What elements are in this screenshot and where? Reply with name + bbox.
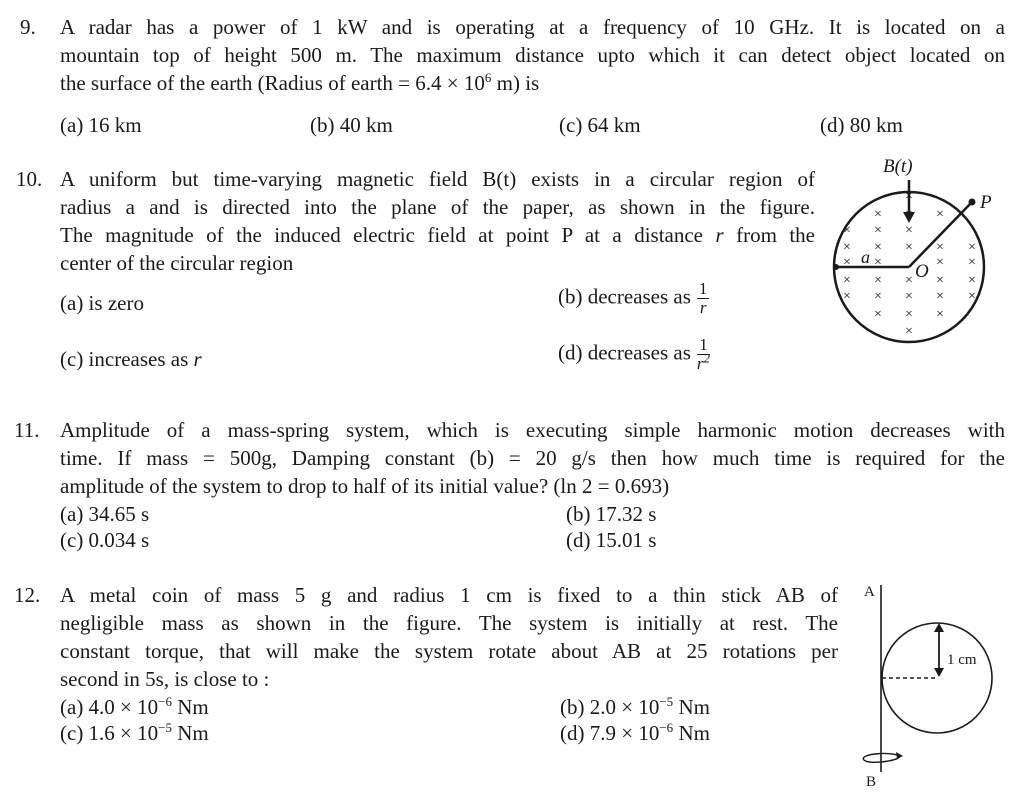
option-c[interactable]: (c) increases as r — [60, 347, 202, 371]
svg-text:×: × — [843, 240, 851, 255]
svg-text:×: × — [905, 289, 913, 304]
svg-text:×: × — [968, 273, 976, 288]
option-b[interactable]: (b) 17.32 s — [566, 502, 657, 526]
question-number: 11. — [14, 418, 40, 442]
svg-text:O: O — [915, 261, 929, 282]
option-a[interactable]: (a) is zero — [60, 291, 144, 315]
svg-text:×: × — [936, 240, 944, 255]
svg-text:B: B — [866, 774, 877, 790]
question-text-line: mountain top of height 500 m. The maximum distance upto which it can detect object located on — [60, 43, 1005, 67]
svg-text:P: P — [980, 192, 992, 213]
option-c[interactable]: (c) $1.6 \times 10^{-5}$ Nm — [60, 720, 209, 745]
svg-text:×: × — [843, 255, 851, 270]
svg-text:×: × — [968, 289, 976, 304]
question-text-line: Amplitude of a mass-spring system, which is executing simple harmonic motion decreases with — [60, 418, 1005, 442]
svg-text:×: × — [874, 273, 882, 288]
svg-text:×: × — [968, 255, 976, 270]
question-text-line: constant torque, that will make the system rotate about AB at 25 rotations per — [60, 639, 838, 663]
svg-text:1 cm: 1 cm — [947, 652, 977, 668]
question-9 — [0, 0, 1024, 140]
figure-title: B(t) — [883, 156, 913, 177]
option-d[interactable]: (d) 80 km — [820, 113, 903, 137]
svg-text:×: × — [936, 255, 944, 270]
question-text-line: A uniform but time-varying magnetic field B(t) exists in a circular region of — [60, 167, 815, 191]
option-a[interactable]: (a) $4.0 \times 10^{-6}$ Nm — [60, 694, 209, 719]
question-number: 10. — [16, 167, 43, 191]
question-text-line: time. If mass = 500g, Damping constant (b) = 20 g/s then how much time is required for the — [60, 446, 1005, 470]
question-11 — [0, 405, 1024, 565]
option-a[interactable]: (a) 16 km — [60, 113, 142, 137]
question-number: 12. — [14, 583, 41, 607]
option-c[interactable]: (c) 0.034 s — [60, 528, 150, 552]
svg-text:×: × — [905, 324, 913, 339]
svg-text:×: × — [843, 289, 851, 304]
svg-text:×: × — [905, 240, 913, 255]
question-text-line: The magnitude of the induced electric field at point P at a distance r from the — [60, 223, 816, 247]
option-b[interactable]: (b) decreases as $\frac{1}{r}$ — [558, 279, 708, 317]
svg-text:A: A — [864, 584, 875, 600]
fraction-one-over-r: $\frac{1}{r}$ — [698, 279, 708, 317]
question-text-line: amplitude of the system to drop to half of its initial value? (ln 2 = 0.693) — [60, 474, 670, 498]
svg-text:×: × — [905, 307, 913, 322]
option-b[interactable]: (b) 40 km — [310, 113, 393, 137]
coin-stick-figure — [840, 570, 1024, 807]
svg-text:×: × — [874, 289, 882, 304]
svg-text:a: a — [861, 247, 870, 267]
question-10 — [0, 150, 1024, 400]
option-d[interactable]: (d) decreases as $\frac{1}{r^2}$ — [558, 335, 711, 373]
question-text-line: the surface of the earth (Radius of earth = $6.4 \times 10^6$ m) is — [60, 70, 540, 95]
svg-text:×: × — [936, 273, 944, 288]
option-b[interactable]: (b) $2.0 \times 10^{-5}$ Nm — [560, 694, 710, 719]
svg-text:×: × — [968, 240, 976, 255]
svg-text:×: × — [874, 255, 882, 270]
question-text-line: second in 5s, is close to : — [60, 667, 270, 691]
question-number: 9. — [20, 15, 36, 39]
svg-text:×: × — [905, 223, 913, 238]
svg-text:×: × — [874, 307, 882, 322]
question-12 — [0, 570, 1024, 807]
question-text-line: A radar has a power of 1 kW and is operating at a frequency of 10 GHz. It is located on a — [60, 15, 1005, 39]
svg-text:×: × — [936, 207, 944, 222]
svg-text:×: × — [843, 273, 851, 288]
question-text-line: A metal coin of mass 5 g and radius 1 cm is fixed to a thin stick AB of — [60, 583, 838, 607]
option-a[interactable]: (a) 34.65 s — [60, 502, 150, 526]
magnetic-field-figure — [830, 150, 1024, 350]
svg-text:×: × — [905, 273, 913, 288]
svg-text:×: × — [874, 240, 882, 255]
svg-text:×: × — [905, 207, 913, 222]
svg-text:×: × — [874, 207, 882, 222]
svg-text:×: × — [936, 307, 944, 322]
option-c[interactable]: (c) 64 km — [559, 113, 641, 137]
question-text-line: negligible mass as shown in the figure. The system is initially at rest. The — [60, 611, 838, 635]
svg-text:×: × — [936, 289, 944, 304]
svg-text:×: × — [843, 223, 851, 238]
question-text-line: center of the circular region — [60, 251, 294, 275]
svg-text:×: × — [874, 223, 882, 238]
option-d[interactable]: (d) 15.01 s — [566, 528, 657, 552]
question-text-line: radius a and is directed into the plane of the paper, as shown in the figure. — [60, 195, 815, 219]
svg-text:×: × — [905, 189, 913, 204]
option-d[interactable]: (d) $7.9 \times 10^{-6}$ Nm — [560, 720, 710, 745]
fraction-one-over-r-squared: $\frac{1}{r^2}$ — [696, 335, 711, 373]
